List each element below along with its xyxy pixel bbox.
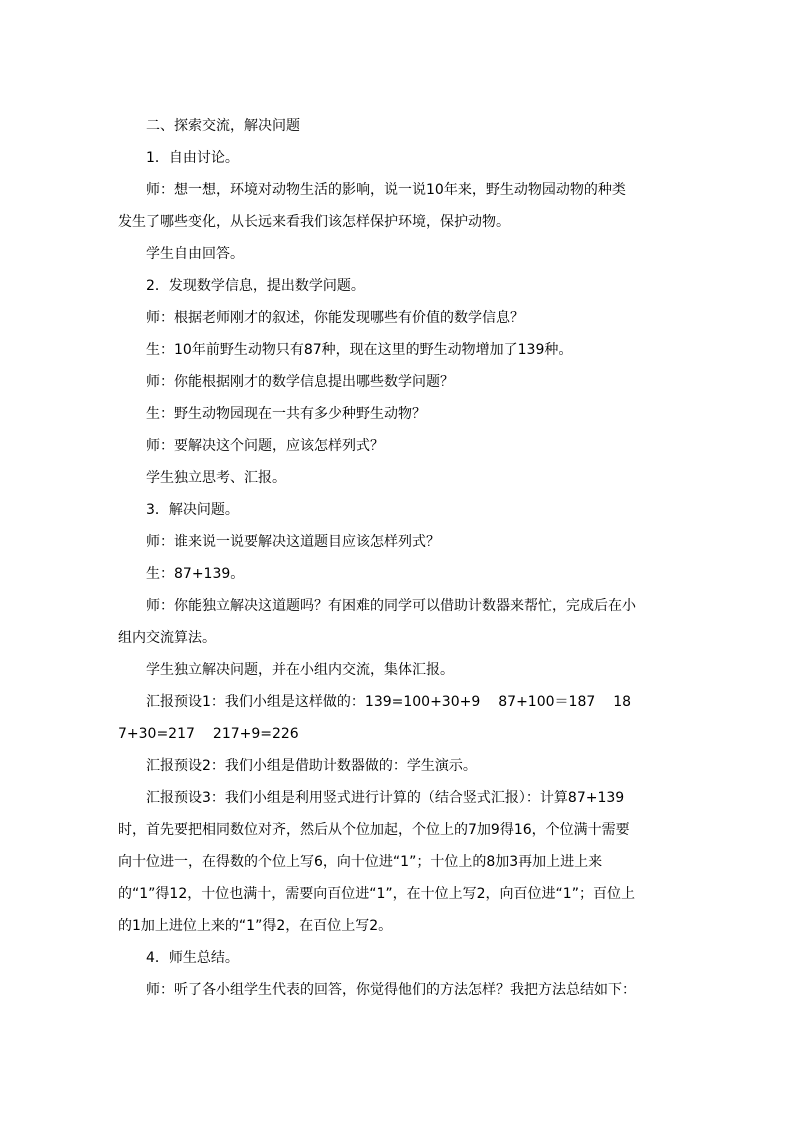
teacher-prompt-3: 师：你能根据刚才的数学信息提出哪些数学问题？ — [146, 374, 454, 390]
report-preset-1-step2: 187+30=217 — [118, 694, 632, 742]
report-preset-1-step1: 87+100＝187 — [498, 694, 596, 710]
step-heading-2: 2．发现数学信息，提出数学问题。 — [146, 278, 365, 294]
teacher-summary: 师：听了各小组学生代表的回答，你觉得他们的方法怎样？我把方法总结如下： — [146, 982, 636, 998]
step-heading-4: 4．师生总结。 — [146, 950, 239, 966]
student-answer-3: 生：87+139。 — [146, 566, 245, 582]
student-answer-1: 生：10年前野生动物只有87种，现在这里的野生动物增加了139种。 — [146, 342, 573, 358]
student-answer-2: 生：野生动物园现在一共有多少种野生动物？ — [146, 406, 426, 422]
section-heading: 二、探索交流，解决问题 — [146, 118, 300, 134]
report-preset-3: 汇报预设3：我们小组是利用竖式进行计算的（结合竖式汇报）：计算87+139时，首先要把相同数位对齐，然后从个位加起，个位上的7加9得16，个位满十需要向十位进一，在得数的个位上写6，向十位进“1”；十位上的8加3再加上进上来的“1”得12，十位也满十，需要向百位进“1”，在十位上写2，向百位进“1”；百位上的1加上进位上来的“1”得2，在百位上写2。 — [118, 790, 635, 934]
student-response-1: 学生自由回答。 — [146, 246, 244, 262]
student-activity-1: 学生独立思考、汇报。 — [146, 470, 286, 486]
teacher-prompt-1: 师：想一想，环境对动物生活的影响，说一说10年来，野生动物园动物的种类发生了哪些变化，从长远来看我们该怎样保护环境，保护动物。 — [118, 182, 626, 230]
teacher-prompt-4: 师：要解决这个问题，应该怎样列式？ — [146, 438, 384, 454]
step-heading-3: 3．解决问题。 — [146, 502, 239, 518]
report-preset-1-step3: 217+9=226 — [212, 726, 299, 742]
teacher-prompt-2: 师：根据老师刚才的叙述，你能发现哪些有价值的数学信息？ — [146, 310, 524, 326]
teacher-prompt-5: 师：谁来说一说要解决这道题目应该怎样列式？ — [146, 534, 440, 550]
report-preset-2: 汇报预设2：我们小组是借助计数器做的：学生演示。 — [146, 758, 477, 774]
student-activity-2: 学生独立解决问题，并在小组内交流，集体汇报。 — [146, 662, 454, 678]
report-preset-1 — [118, 686, 636, 750]
teacher-prompt-6: 师：你能独立解决这道题吗？有困难的同学可以借助计数器来帮忙，完成后在小组内交流算法。 — [118, 598, 636, 646]
step-heading-1: 1．自由讨论。 — [146, 150, 239, 166]
report-preset-1-label: 汇报预设1：我们小组是这样做的：139=100+30+9 — [146, 694, 481, 710]
document-body — [118, 110, 636, 1006]
